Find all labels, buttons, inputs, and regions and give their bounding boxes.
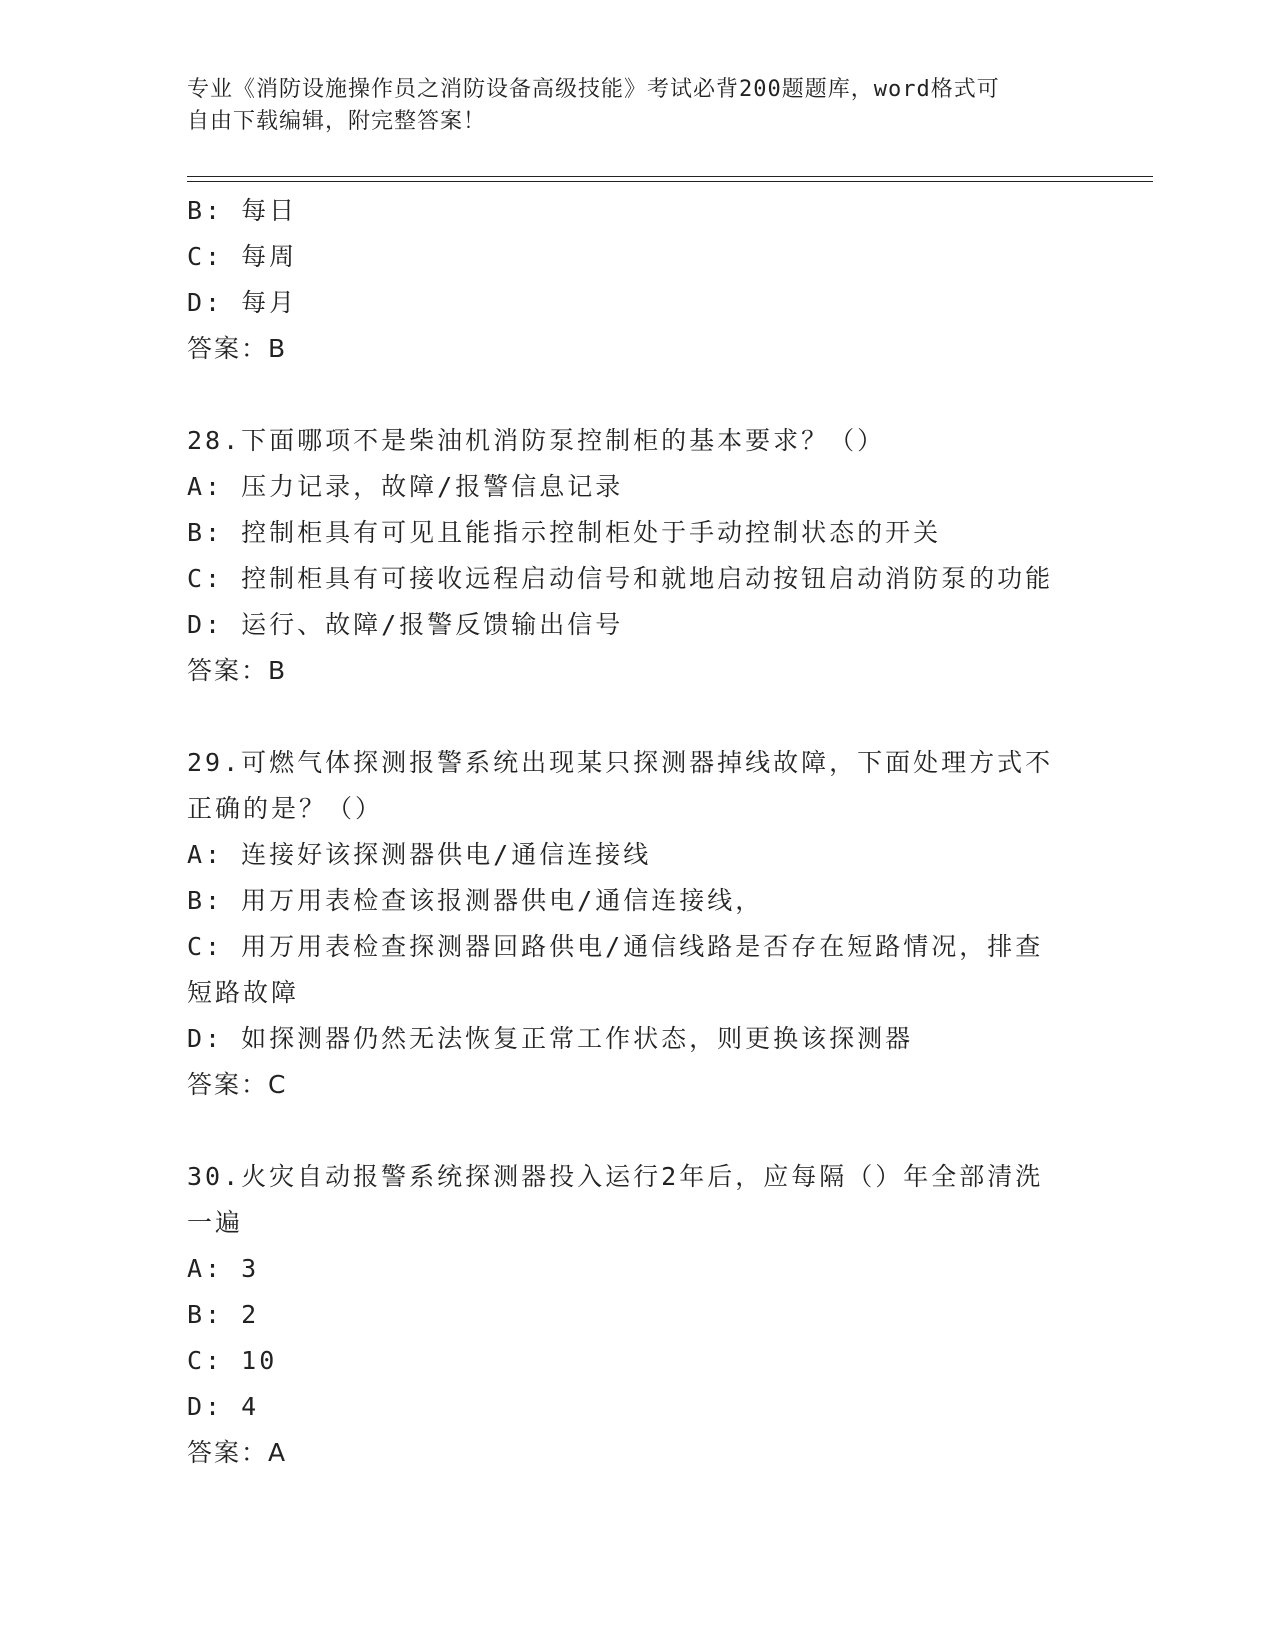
- answer-line: 答案：B: [187, 334, 288, 363]
- document-header: [187, 74, 1067, 138]
- spacer: [187, 372, 1087, 418]
- option-b: B: 用万用表检查该报测器供电/通信连接线，: [187, 886, 764, 915]
- question-stem: 29.可燃气体探测报警系统出现某只探测器掉线故障，下面处理方式不: [187, 748, 1054, 777]
- question-stem: 30.火灾自动报警系统探测器投入运行2年后，应每隔（）年全部清洗: [187, 1162, 1044, 1191]
- answer-line: 答案：C: [187, 1070, 288, 1099]
- spacer: [187, 1108, 1087, 1154]
- option-d: D: 运行、故障/报警反馈输出信号: [187, 610, 624, 639]
- question-block-28: [187, 418, 1087, 694]
- option-c-continued: 短路故障: [187, 978, 300, 1007]
- question-block-27-continued: [187, 188, 1087, 372]
- option-a: A: 连接好该探测器供电/通信连接线: [187, 840, 652, 869]
- question-block-29: [187, 740, 1087, 1108]
- spacer: [187, 694, 1087, 740]
- option-d: D: 如探测器仍然无法恢复正常工作状态，则更换该探测器: [187, 1024, 914, 1053]
- option-c: C: 每周: [187, 242, 298, 271]
- header-intro-line-2: 自由下载编辑，附完整答案！: [187, 109, 487, 134]
- question-block-30: [187, 1154, 1087, 1476]
- header-divider-top: [187, 176, 1153, 177]
- option-b: B: 控制柜具有可见且能指示控制柜处于手动控制状态的开关: [187, 518, 942, 547]
- option-a: A: 压力记录，故障/报警信息记录: [187, 472, 624, 501]
- question-stem: 28.下面哪项不是柴油机消防泵控制柜的基本要求？（）: [187, 426, 886, 455]
- question-stem-continued: 一遍: [187, 1208, 244, 1237]
- answer-line: 答案：A: [187, 1438, 288, 1467]
- option-d: D: 每月: [187, 288, 298, 317]
- answer-line: 答案：B: [187, 656, 288, 685]
- option-c: C: 用万用表检查探测器回路供电/通信线路是否存在短路情况，排查: [187, 932, 1044, 961]
- question-stem-continued: 正确的是？（）: [187, 794, 384, 823]
- header-divider-bottom: [187, 181, 1153, 182]
- option-c: C: 10: [187, 1346, 278, 1375]
- option-a: A: 3: [187, 1254, 260, 1283]
- option-c: C: 控制柜具有可接收远程启动信号和就地启动按钮启动消防泵的功能: [187, 564, 1054, 593]
- header-intro-line-1: 专业《消防设施操作员之消防设备高级技能》考试必背200题题库，word格式可: [187, 77, 1000, 102]
- question-content: [187, 188, 1087, 1476]
- option-b: B: 2: [187, 1300, 260, 1329]
- option-b: B: 每日: [187, 196, 298, 225]
- option-d: D: 4: [187, 1392, 260, 1421]
